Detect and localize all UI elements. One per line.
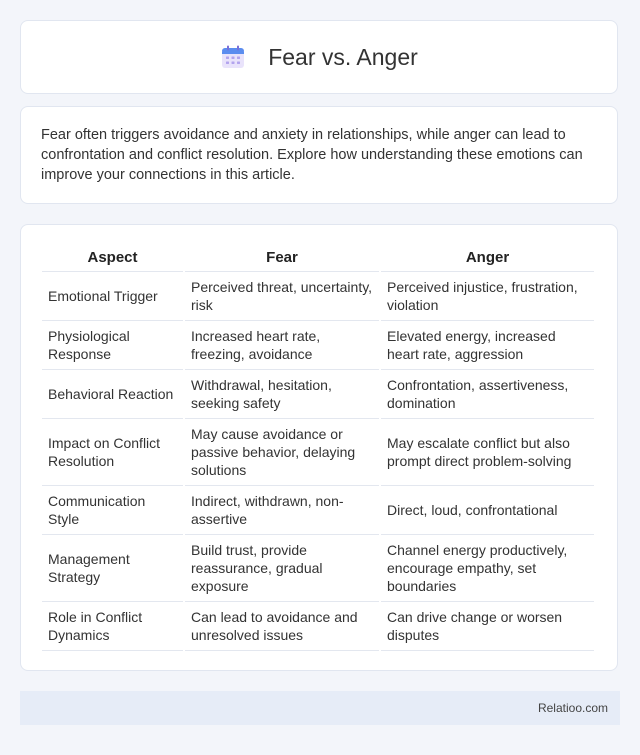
anger-cell: Perceived injustice, frustration, violation xyxy=(381,272,594,321)
anger-cell: Elevated energy, increased heart rate, aggression xyxy=(381,321,594,370)
aspect-cell: Emotional Trigger xyxy=(42,272,183,321)
intro-text: Fear often triggers avoidance and anxiety in relationships, while anger can lead to confrontation and conflict resolution. Explore how understanding these emotions can improve your connections in this article. xyxy=(41,127,583,183)
anger-cell: Direct, loud, confrontational xyxy=(381,486,594,535)
fear-cell: May cause avoidance or passive behavior, delaying solutions xyxy=(185,419,379,486)
table-row xyxy=(42,419,594,486)
column-header-fear: Fear xyxy=(185,245,379,272)
table-row xyxy=(42,321,594,370)
column-header-anger: Anger xyxy=(381,245,594,272)
fear-cell: Perceived threat, uncertainty, risk xyxy=(185,272,379,321)
fear-cell: Withdrawal, hesitation, seeking safety xyxy=(185,370,379,419)
comparison-card xyxy=(20,224,618,671)
table-row xyxy=(42,486,594,535)
table-header-row xyxy=(42,245,594,272)
table-row xyxy=(42,272,594,321)
anger-cell: Confrontation, assertiveness, domination xyxy=(381,370,594,419)
table-row xyxy=(42,370,594,419)
aspect-cell: Behavioral Reaction xyxy=(42,370,183,419)
fear-cell: Indirect, withdrawn, non-assertive xyxy=(185,486,379,535)
aspect-cell: Physiological Response xyxy=(42,321,183,370)
calendar-icon xyxy=(220,44,246,70)
aspect-cell: Impact on Conflict Resolution xyxy=(42,419,183,486)
fear-cell: Increased heart rate, freezing, avoidance xyxy=(185,321,379,370)
title-card xyxy=(20,20,618,94)
fear-cell: Build trust, provide reassurance, gradual exposure xyxy=(185,535,379,602)
aspect-cell: Management Strategy xyxy=(42,535,183,602)
column-header-aspect: Aspect xyxy=(42,245,183,272)
anger-cell: May escalate conflict but also prompt direct problem-solving xyxy=(381,419,594,486)
comparison-table xyxy=(40,245,596,651)
table-row xyxy=(42,602,594,651)
anger-cell: Can drive change or worsen disputes xyxy=(381,602,594,651)
anger-cell: Channel energy productively, encourage empathy, set boundaries xyxy=(381,535,594,602)
aspect-cell: Communication Style xyxy=(42,486,183,535)
footer xyxy=(20,691,620,725)
table-row xyxy=(42,535,594,602)
fear-cell: Can lead to avoidance and unresolved issues xyxy=(185,602,379,651)
page-title: Fear vs. Anger xyxy=(268,43,418,70)
intro-card xyxy=(20,106,618,204)
footer-brand: Relatioo.com xyxy=(537,701,608,715)
aspect-cell: Role in Conflict Dynamics xyxy=(42,602,183,651)
